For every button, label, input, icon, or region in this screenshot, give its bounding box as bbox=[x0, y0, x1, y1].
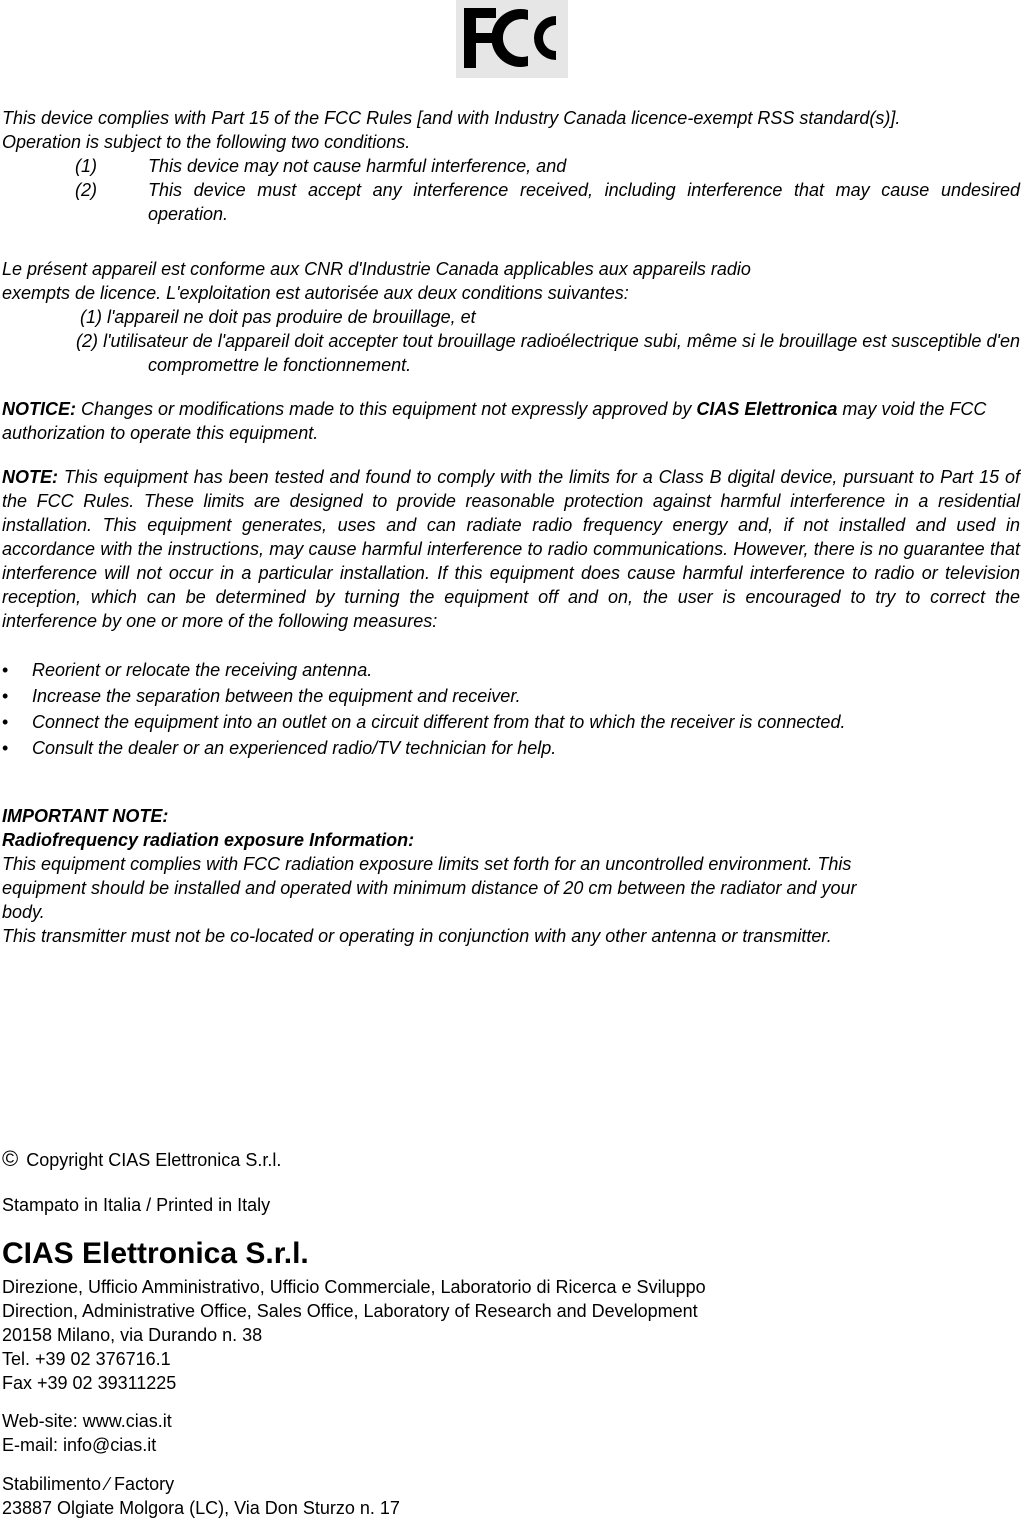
french-condition-2: (2) l'utilisateur de l'appareil doit accepter tout brouillage radioélectrique subi, même si le brouillage est susceptible d'en compromettre le fonctionnement. bbox=[76, 331, 1020, 375]
address-line: Direction, Administrative Office, Sales Office, Laboratory of Research and Development bbox=[2, 1301, 698, 1321]
fcc-logo-graphic bbox=[456, 0, 568, 78]
factory-label: Stabilimento ⁄ Factory bbox=[2, 1474, 175, 1494]
list-item-text: Reorient or relocate the receiving antenna. bbox=[32, 660, 373, 680]
important-line-4: This transmitter must not be co-located or operating in conjunction with any other antenna or transmitter. bbox=[2, 926, 832, 946]
copyright-icon: © bbox=[2, 1146, 19, 1171]
important-line-2: equipment should be installed and operated with minimum distance of 20 cm between the radiator and your bbox=[2, 878, 857, 898]
notice-text-before: Changes or modifications made to this equipment not expressly approved by bbox=[76, 399, 697, 419]
copyright-text: Copyright CIAS Elettronica S.r.l. bbox=[26, 1150, 282, 1170]
important-line-3: body. bbox=[2, 902, 45, 922]
contact-info bbox=[2, 1409, 1020, 1457]
important-subtitle: Radiofrequency radiation exposure Information: bbox=[2, 830, 415, 850]
website-line: Web-site: www.cias.it bbox=[2, 1411, 172, 1431]
list-item bbox=[2, 710, 1020, 736]
list-item bbox=[2, 736, 1020, 762]
french-line-1: Le présent appareil est conforme aux CNR d'Industrie Canada applicables aux appareils radio bbox=[2, 259, 751, 279]
printed-line: Stampato in Italia / Printed in Italy bbox=[2, 1195, 271, 1215]
address-line: Direzione, Ufficio Amministrativo, Ufficio Commerciale, Laboratorio di Ricerca e Sviluppo bbox=[2, 1277, 706, 1297]
company-name: CIAS Elettronica S.r.l. bbox=[2, 1237, 309, 1270]
french-line-2: exempts de licence. L'exploitation est autorisée aux deux conditions suivantes: bbox=[2, 283, 629, 303]
french-compliance-statement bbox=[2, 257, 1020, 377]
french-condition-1: (1) l'appareil ne doit pas produire de brouillage, et bbox=[80, 307, 476, 327]
bullet-icon: • bbox=[2, 712, 9, 732]
important-title: IMPORTANT NOTE: bbox=[2, 806, 169, 826]
notice-label: NOTICE: bbox=[2, 399, 76, 419]
notice-text-after: may void the FCC authorization to operate this equipment. bbox=[2, 399, 987, 443]
email-line: E-mail: info@cias.it bbox=[2, 1435, 157, 1455]
notice-paragraph bbox=[2, 397, 1020, 445]
factory-info bbox=[2, 1472, 1020, 1520]
condition-text: This device must accept any interference received, including interference that may cause undesired operation. bbox=[148, 180, 1020, 224]
address-line: 20158 Milano, via Durando n. 38 bbox=[2, 1325, 263, 1345]
important-note bbox=[2, 804, 1020, 948]
list-item bbox=[2, 658, 1020, 684]
phone-line: Tel. +39 02 376716.1 bbox=[2, 1349, 171, 1369]
list-item bbox=[2, 684, 1020, 710]
condition-item bbox=[2, 178, 1020, 226]
bullet-icon: • bbox=[2, 738, 9, 758]
bullet-icon: • bbox=[2, 686, 9, 706]
note-label: NOTE: bbox=[2, 467, 58, 487]
fcc-compliance-statement bbox=[2, 106, 1020, 226]
factory-address: 23887 Olgiate Molgora (LC), Via Don Sturzo n. 17 bbox=[2, 1498, 400, 1518]
fcc-logo bbox=[456, 0, 568, 78]
copyright-line bbox=[2, 1147, 1020, 1172]
note-text: This equipment has been tested and found to comply with the limits for a Class B digital device, pursuant to Part 15 of the FCC Rules. These limits are designed to provide reasonable protection against harmful interference in a residential installation. This equipment generates, uses and can radiate radio frequency energy and, if not installed and used in accordance with the instructions, may cause harmful interference to radio communications. However, there is no guarantee that interference will not occur in a particular installation. If this equipment does cause harmful interference to radio or television reception, which can be determined by turning the equipment off and on, the user is encouraged to try to correct the interference by one or more of the following measures: bbox=[2, 467, 1020, 631]
important-line-1: This equipment complies with FCC radiation exposure limits set forth for an uncontrolled environment. This bbox=[2, 854, 852, 874]
notice-brand: CIAS Elettronica bbox=[696, 399, 838, 419]
condition-text: This device may not cause harmful interference, and bbox=[148, 156, 567, 176]
note-paragraph bbox=[2, 465, 1020, 633]
condition-item bbox=[2, 154, 1020, 178]
company-address bbox=[2, 1275, 1020, 1395]
compliance-line-2: Operation is subject to the following two conditions. bbox=[2, 132, 411, 152]
list-item-text: Consult the dealer or an experienced radio/TV technician for help. bbox=[32, 738, 557, 758]
list-item-text: Increase the separation between the equipment and receiver. bbox=[32, 686, 521, 706]
condition-number: (2) bbox=[75, 180, 97, 200]
fax-line: Fax +39 02 39311225 bbox=[2, 1373, 177, 1393]
list-item-text: Connect the equipment into an outlet on a circuit different from that to which the receiver is connected. bbox=[32, 712, 846, 732]
bullet-icon: • bbox=[2, 660, 9, 680]
compliance-line-1: This device complies with Part 15 of the FCC Rules [and with Industry Canada licence-exempt RSS standard(s)]. bbox=[2, 108, 901, 128]
condition-number: (1) bbox=[75, 156, 97, 176]
measures-list bbox=[2, 658, 1020, 762]
